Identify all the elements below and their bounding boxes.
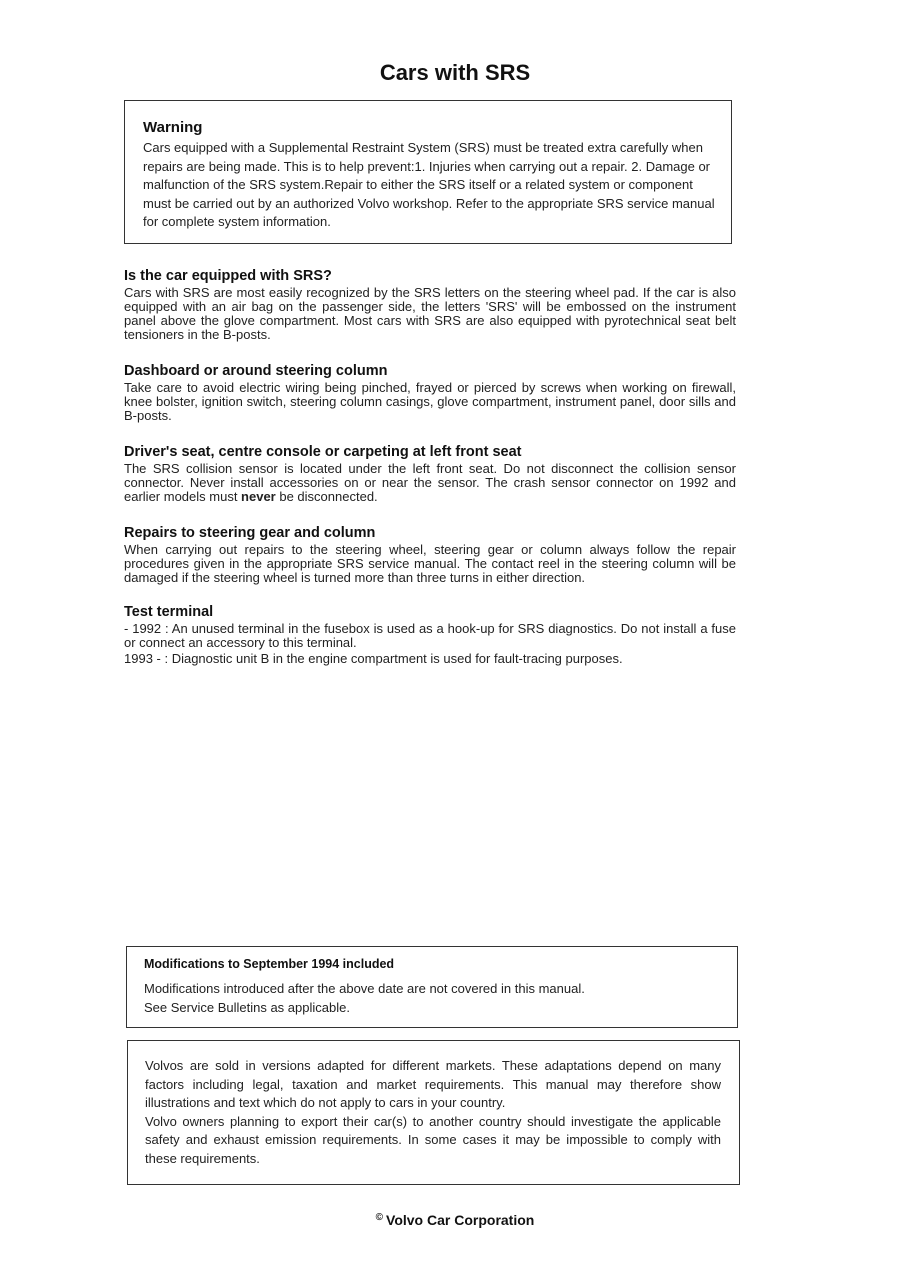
section-srs-identification bbox=[124, 268, 736, 342]
section-dashboard bbox=[124, 363, 736, 423]
section-steering-repairs bbox=[124, 525, 736, 585]
section-text-1993: 1993 - : Diagnostic unit B in the engine compartment is used for fault-tracing purposes. bbox=[124, 651, 623, 666]
markets-text-1: Volvos are sold in versions adapted for different markets. These adaptations depend on many factors including legal, taxation and market requirements. This manual may therefore show illustrations and text which do not apply to cars in your country. bbox=[145, 1058, 721, 1111]
section-text: Cars with SRS are most easily recognized by the SRS letters on the steering wheel pad. If the car is also equipped with an air bag on the passenger side, the letters 'SRS' will be embossed on the instrument panel above the glove compartment. Most cars with SRS are also equipped with pyrotechnical seat belt tensioners in the B-posts. bbox=[124, 285, 736, 342]
warning-box bbox=[124, 100, 732, 244]
modifications-box bbox=[126, 946, 738, 1028]
section-text-after: be disconnected. bbox=[275, 489, 378, 504]
section-text bbox=[124, 462, 736, 504]
section-heading: Is the car equipped with SRS? bbox=[124, 268, 332, 284]
section-heading: Repairs to steering gear and column bbox=[124, 525, 376, 541]
section-heading: Dashboard or around steering column bbox=[124, 363, 388, 379]
footer-copyright bbox=[0, 1212, 910, 1228]
modifications-heading: Modifications to September 1994 included bbox=[144, 957, 395, 971]
footer-company: Volvo Car Corporation bbox=[386, 1212, 535, 1228]
section-heading: Driver's seat, centre console or carpeting at left front seat bbox=[124, 444, 522, 460]
markets-text-2: Volvo owners planning to export their car(s) to another country should investigate the applicable safety and exhaust emission requirements. In some cases it may be impossible to comply with these requirements. bbox=[145, 1113, 721, 1166]
modifications-text-1: Modifications introduced after the above date are not covered in this manual. bbox=[144, 981, 585, 996]
section-text-1992: - 1992 : An unused terminal in the fusebox is used as a hook-up for SRS diagnostics. Do not install a fuse or connect an accessory to this terminal. bbox=[124, 621, 736, 650]
section-text: Take care to avoid electric wiring being pinched, frayed or pierced by screws when working on firewall, knee bolster, ignition switch, steering column casings, glove compartment, instrument panel, door sills and B-posts. bbox=[124, 380, 736, 423]
modifications-text-2: See Service Bulletins as applicable. bbox=[144, 1000, 350, 1015]
section-heading: Test terminal bbox=[124, 604, 214, 620]
section-text: When carrying out repairs to the steering wheel, steering gear or column always follow the repair procedures given in the appropriate SRS service manual. The contact reel in the steering column will be damaged if the steering wheel is turned more than three turns in either direction. bbox=[124, 542, 736, 585]
markets-box bbox=[127, 1040, 740, 1185]
page-title: Cars with SRS bbox=[379, 60, 531, 85]
section-text-before: The SRS collision sensor is located under the left front seat. Do not disconnect the collision sensor connector. Never install accessories on or near the sensor. The crash sensor connector on 1992 and earlier models must bbox=[124, 461, 736, 504]
section-drivers-seat bbox=[124, 444, 736, 504]
section-text-emphasis: never bbox=[241, 489, 276, 504]
warning-text: Cars equipped with a Supplemental Restraint System (SRS) must be treated extra carefully when repairs are being made. This is to help prevent:1. Injuries when carrying out a repair. 2. Damage or malfunction of the SRS system.Repair to either the SRS itself or a related system or component must be carried out by an authorized Volvo workshop. Refer to the appropriate SRS service manual for complete system information. bbox=[143, 140, 715, 230]
copyright-symbol: © bbox=[375, 1212, 384, 1223]
section-test-terminal bbox=[124, 604, 736, 666]
warning-heading: Warning bbox=[143, 119, 203, 136]
